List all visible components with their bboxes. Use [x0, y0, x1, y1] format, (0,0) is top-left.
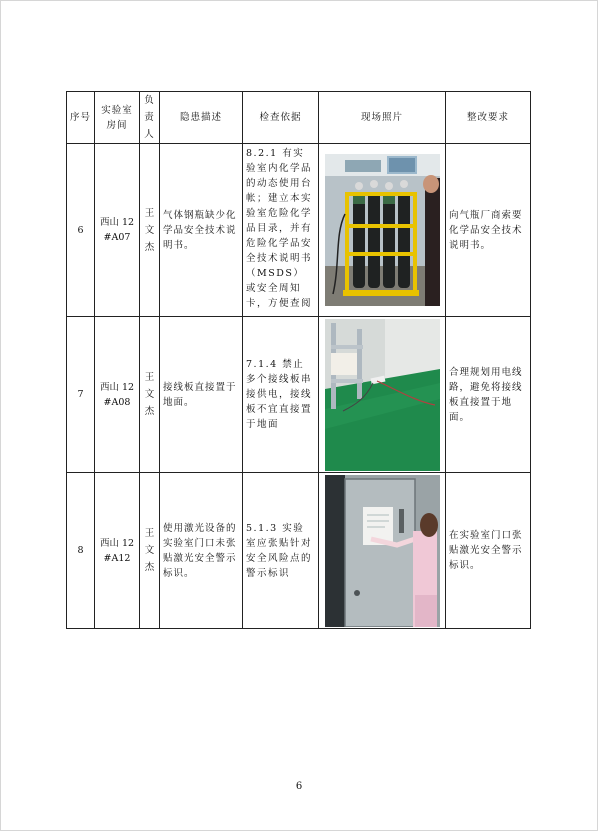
table-header-row	[67, 92, 531, 144]
row-room: 西山 12#A07	[95, 144, 140, 317]
lab-door-photo	[325, 475, 440, 627]
row-basis: 5.1.3 实验室应张贴针对安全风险点的警示标识	[243, 473, 319, 629]
table-row	[67, 473, 531, 629]
row-hazard: 气体钢瓶缺少化学品安全技术说明书。	[160, 144, 243, 317]
row-index: 6	[67, 144, 95, 317]
header-room: 实验室房间	[95, 92, 140, 144]
row-basis: 8.2.1 有实验室内化学品的动态使用台帐；建立本实验室危险化学品目录，并有危险化学品安全技术说明书（MSDS）或安全周知卡，方便查阅	[243, 144, 319, 317]
header-basis: 检查依据	[243, 92, 319, 144]
table-row	[67, 317, 531, 473]
row-index: 7	[67, 317, 95, 473]
header-hazard: 隐患描述	[160, 92, 243, 144]
row-owner: 王文杰	[140, 144, 160, 317]
row-basis: 7.1.4 禁止多个接线板串接供电，接线板不宜直接置于地面	[243, 317, 319, 473]
row-hazard: 使用激光设备的实验室门口未张贴激光安全警示标识。	[160, 473, 243, 629]
gas-cylinder-photo	[325, 154, 440, 306]
row-photo	[319, 144, 446, 317]
row-requirement: 向气瓶厂商索要化学品安全技术说明书。	[446, 144, 531, 317]
row-photo	[319, 473, 446, 629]
page-number: 6	[295, 781, 303, 792]
header-index: 序号	[67, 92, 95, 144]
row-requirement: 合理规划用电线路，避免将接线板直接置于地面。	[446, 317, 531, 473]
power-strip-photo	[325, 319, 440, 471]
table-row	[67, 144, 531, 317]
row-room: 西山 12#A12	[95, 473, 140, 629]
row-photo	[319, 317, 446, 473]
header-requirement: 整改要求	[446, 92, 531, 144]
row-owner: 王文杰	[140, 317, 160, 473]
header-photo: 现场照片	[319, 92, 446, 144]
row-owner: 王文杰	[140, 473, 160, 629]
hazard-table	[66, 91, 531, 629]
header-owner: 负责人	[140, 92, 160, 144]
row-requirement: 在实验室门口张贴激光安全警示标识。	[446, 473, 531, 629]
row-hazard: 接线板直接置于地面。	[160, 317, 243, 473]
row-index: 8	[67, 473, 95, 629]
row-room: 西山 12#A08	[95, 317, 140, 473]
